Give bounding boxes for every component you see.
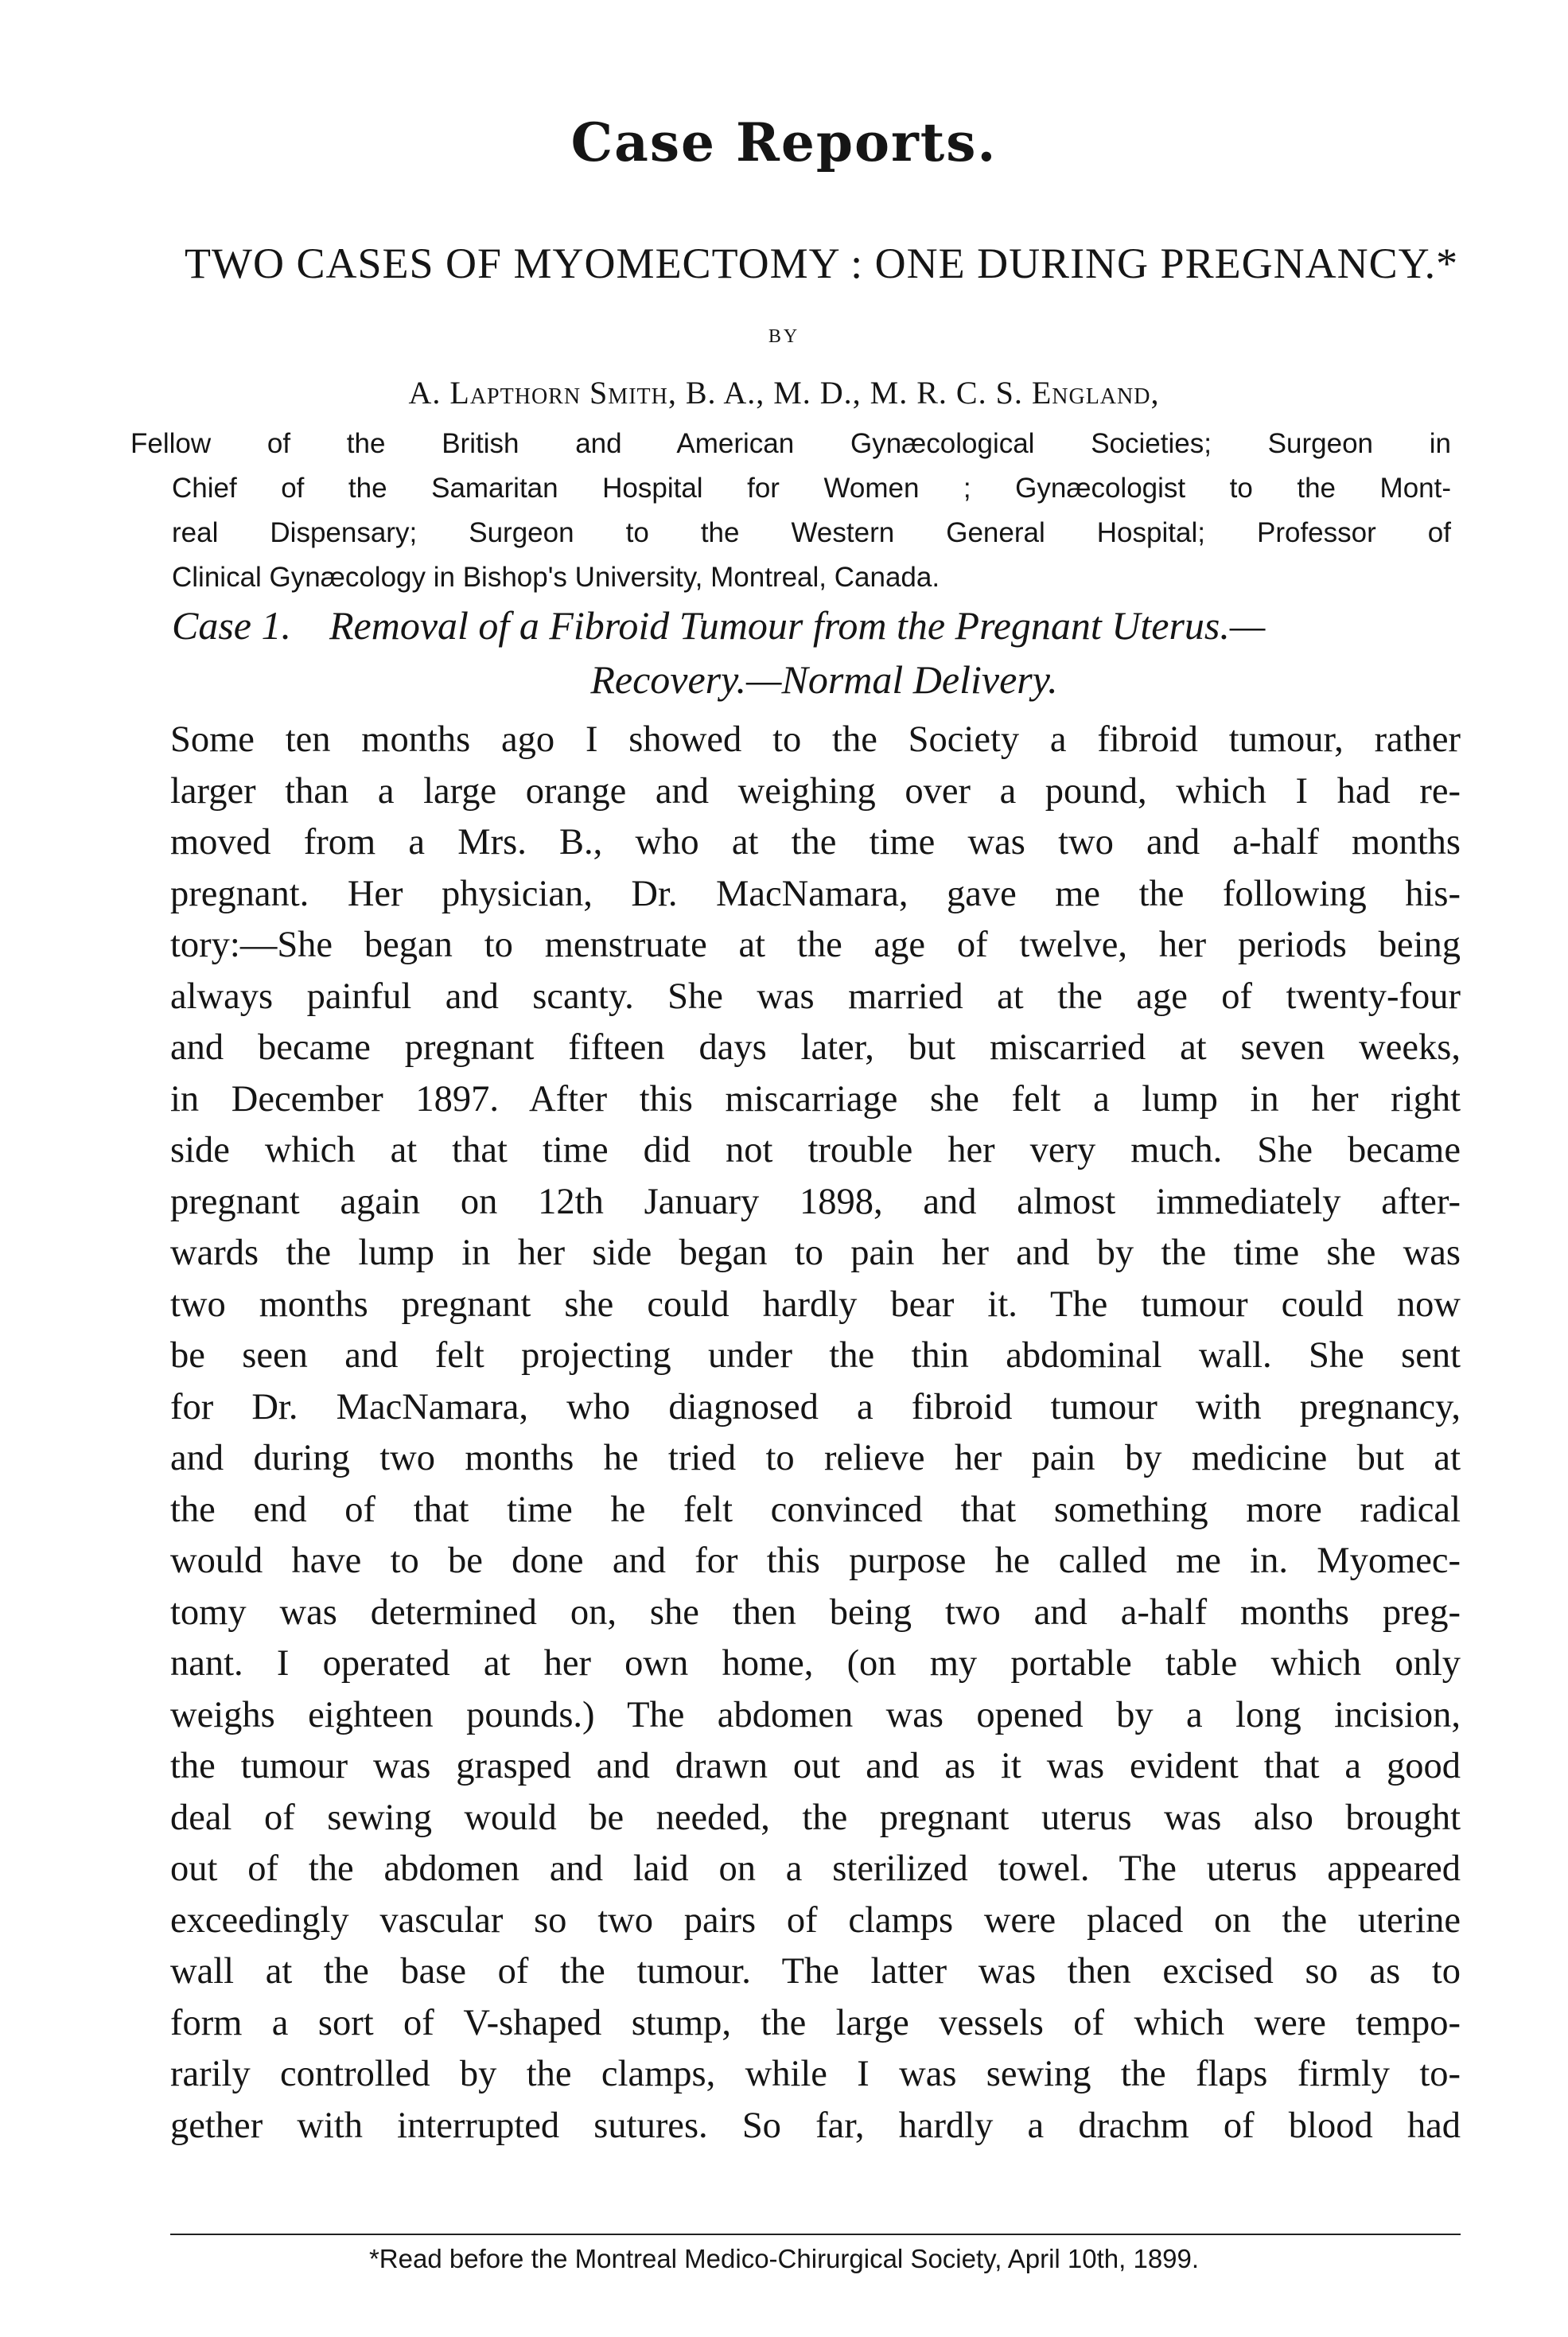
byline: BY (768, 326, 800, 347)
body-text (170, 715, 1461, 2152)
body-line: for Dr. MacNamara, who diagnosed a fibroid tumour with pregnancy, (170, 1386, 1461, 1428)
affiliation-line: real Dispensary; Surgeon to the Western General Hospital; Professor of (172, 517, 1451, 548)
body-line: would have to be done and for this purpose he called me in. Myomec- (170, 1540, 1461, 1581)
case-heading (172, 598, 1477, 707)
affiliation-line: Chief of the Samaritan Hospital for Women ; Gynæcologist to the Mont- (172, 473, 1451, 504)
body-line: wards the lump in her side began to pain her and by the time she was (170, 1233, 1461, 1273)
body-line: always painful and scanty. She was married at the age of twenty-four (170, 976, 1461, 1017)
body-line: exceedingly vascular so two pairs of clamps were placed on the uterine (170, 1899, 1461, 1941)
body-line: out of the abdomen and laid on a sterilized towel. The uterus appeared (170, 1848, 1461, 1889)
body-line: Some ten months ago I showed to the Society a fibroid tumour, rather (170, 719, 1461, 760)
body-line: two months pregnant she could hardly bear it. The tumour could now (170, 1283, 1461, 1325)
body-line: in December 1897. After this miscarriage she felt a lump in her right (170, 1078, 1461, 1120)
author-name: A. Lapthorn Smith, B. A., M. D., M. R. C. S. England, (408, 375, 1160, 411)
case-heading-line (172, 598, 1477, 652)
case-subtitle: Recovery.—Normal Delivery. (590, 657, 1058, 702)
body-line: rarily controlled by the clamps, while I was sewing the flaps firmly to- (170, 2054, 1461, 2094)
body-line: nant. I operated at her own home, (on my portable table which only (170, 1643, 1461, 1684)
body-line: and during two months he tried to relieve her pain by medicine but at (170, 1438, 1461, 1478)
section-header: Case Reports. (570, 111, 998, 173)
body-line: side which at that time did not trouble her very much. She became (170, 1130, 1461, 1170)
body-line: pregnant. Her physician, Dr. MacNamara, gave me the following his- (170, 873, 1461, 914)
body-line: and became pregnant fifteen days later, but miscarried at seven weeks, (170, 1027, 1461, 1068)
author-affiliation (130, 422, 1451, 600)
body-line: gether with interrupted sutures. So far, hardly a drachm of blood had (170, 2105, 1461, 2146)
affiliation-line: Clinical Gynæcology in Bishop's University, Montreal, Canada. (172, 562, 940, 593)
body-line: deal of sewing would be needed, the pregnant uterus was also brought (170, 1797, 1461, 1838)
body-line: tomy was determined on, she then being two and a-half months preg- (170, 1591, 1461, 1633)
affiliation-line: Fellow of the British and American Gynæcological Societies; Surgeon in (130, 428, 1451, 459)
footnote: *Read before the Montreal Medico-Chirurgical Society, April 10th, 1899. (368, 2244, 1200, 2273)
body-line: the tumour was grasped and drawn out and as it was evident that a good (170, 1746, 1461, 1786)
body-line: wall at the base of the tumour. The latter was then excised so as to (170, 1951, 1461, 1992)
body-line: the end of that time he felt convinced that something more radical (170, 1489, 1461, 1530)
body-line: weighs eighteen pounds.) The abdomen was opened by a long incision, (170, 1694, 1461, 1735)
case-label: Case 1. (172, 603, 291, 648)
body-line: pregnant again on 12th January 1898, and almost immediately after- (170, 1181, 1461, 1222)
case-title: Removal of a Fibroid Tumour from the Pregnant Uterus.— (329, 603, 1266, 648)
body-line: form a sort of V-shaped stump, the large vessels of which were tempo- (170, 2002, 1461, 2043)
body-line: tory:—She began to menstruate at the age of twelve, her periods being (170, 925, 1461, 965)
body-line: larger than a large orange and weighing over a pound, which I had re- (170, 770, 1461, 812)
body-line: moved from a Mrs. B., who at the time was two and a-half months (170, 822, 1461, 863)
body-line: be seen and felt projecting under the thin abdominal wall. She sent (170, 1335, 1461, 1376)
article-title: TWO CASES OF MYOMECTOMY : ONE DURING PREGNANCY.* (185, 240, 1459, 287)
footnote-rule (170, 2234, 1461, 2235)
